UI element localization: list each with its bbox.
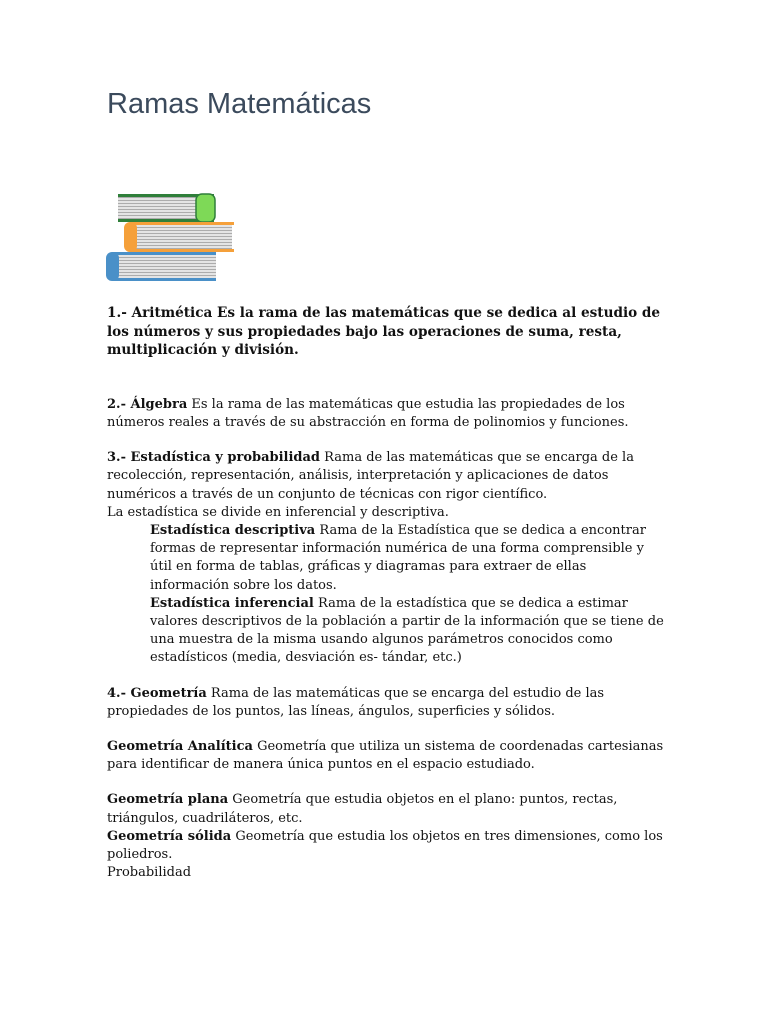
- term-aritmetica: Aritmética: [131, 305, 213, 321]
- term-geometria-analitica: Geometría Analítica: [107, 739, 253, 755]
- books-stack-illustration: [104, 190, 236, 284]
- term-algebra: Álgebra: [130, 396, 188, 412]
- term-geometria-solida: Geometría sólida: [107, 828, 232, 844]
- page-title: Ramas Matemáticas: [107, 88, 372, 120]
- term-geometria: Geometría: [130, 685, 207, 701]
- paragraph-algebra: [107, 396, 667, 432]
- definition-inferencial: Rama de la estadística que se dedica a estimar valores descriptivos de la población a partir de la información que se tiene de una muestra de la misma usando algunos parámetros conocidos como estadísticos (media, desviación es- tándar, etc.): [150, 595, 664, 666]
- book-top-green: [118, 194, 215, 222]
- paragraph-inferencial: [107, 595, 667, 668]
- definition-geometria-solida: Geometría que estudia los objetos en tres dimensiones, como los poliedros.: [107, 828, 663, 863]
- paragraph-geometria-solida: [107, 828, 667, 864]
- definition-descriptiva: Rama de la Estadística que se dedica a encontrar formas de representar información numérica de una forma comprensible y útil en forma de tablas, gráficas y diagramas para extraer de ellas información sobre los datos.: [150, 523, 646, 593]
- definition-geometria: Rama de las matemáticas que se encarga del estudio de las propiedades de los puntos, las líneas, ángulos, superficies y sólidos.: [107, 685, 605, 719]
- section-number: 3.-: [107, 450, 131, 466]
- paragraph-estadistica: [107, 449, 667, 504]
- paragraph-descriptiva: [107, 522, 667, 595]
- term-estadistica: Estadística y probabilidad: [130, 450, 321, 466]
- paragraph-aritmetica: [107, 304, 667, 360]
- paragraph-probabilidad: Probabilidad: [107, 865, 192, 881]
- section-number: 1.-: [107, 305, 132, 321]
- paragraph-geometria-analitica: [107, 738, 667, 774]
- paragraph-estadistica-division: La estadística se divide en inferencial y descriptiva.: [107, 504, 449, 520]
- term-geometria-plana: Geometría plana: [107, 792, 229, 808]
- definition-estadistica: Rama de las matemáticas que se encarga de la recolección, representación, análisis, interpretación y aplicaciones de datos numéricos a través de un conjunto de técnicas con rigor científico.: [107, 450, 634, 502]
- definition-algebra: Es la rama de las matemáticas que estudia las propiedades de los números reales a través de su abstracción en forma de polinomios y funciones.: [107, 396, 629, 430]
- term-descriptiva: Estadística descriptiva: [150, 523, 316, 538]
- paragraph-geometria-plana: [107, 791, 667, 827]
- section-number: 4.-: [107, 685, 131, 701]
- book-middle-orange: [124, 222, 234, 252]
- section-number: 2.-: [107, 396, 131, 412]
- definition-geometria-analitica: Geometría que utiliza un sistema de coordenadas cartesianas para identificar de manera única puntos en el espacio estudiado.: [107, 739, 664, 773]
- paragraph-geometria: [107, 685, 667, 721]
- document-body: [107, 304, 667, 882]
- definition-geometria-plana: Geometría que estudia objetos en el plano: puntos, rectas, triángulos, cuadriláteros, etc.: [107, 792, 618, 826]
- term-inferencial: Estadística inferencial: [150, 595, 314, 611]
- definition-aritmetica: Es la rama de las matemáticas que se dedica al estudio de los números y sus propiedades bajo las operaciones de suma, resta, multiplicación y división.: [107, 305, 661, 359]
- book-bottom-blue: [106, 252, 216, 281]
